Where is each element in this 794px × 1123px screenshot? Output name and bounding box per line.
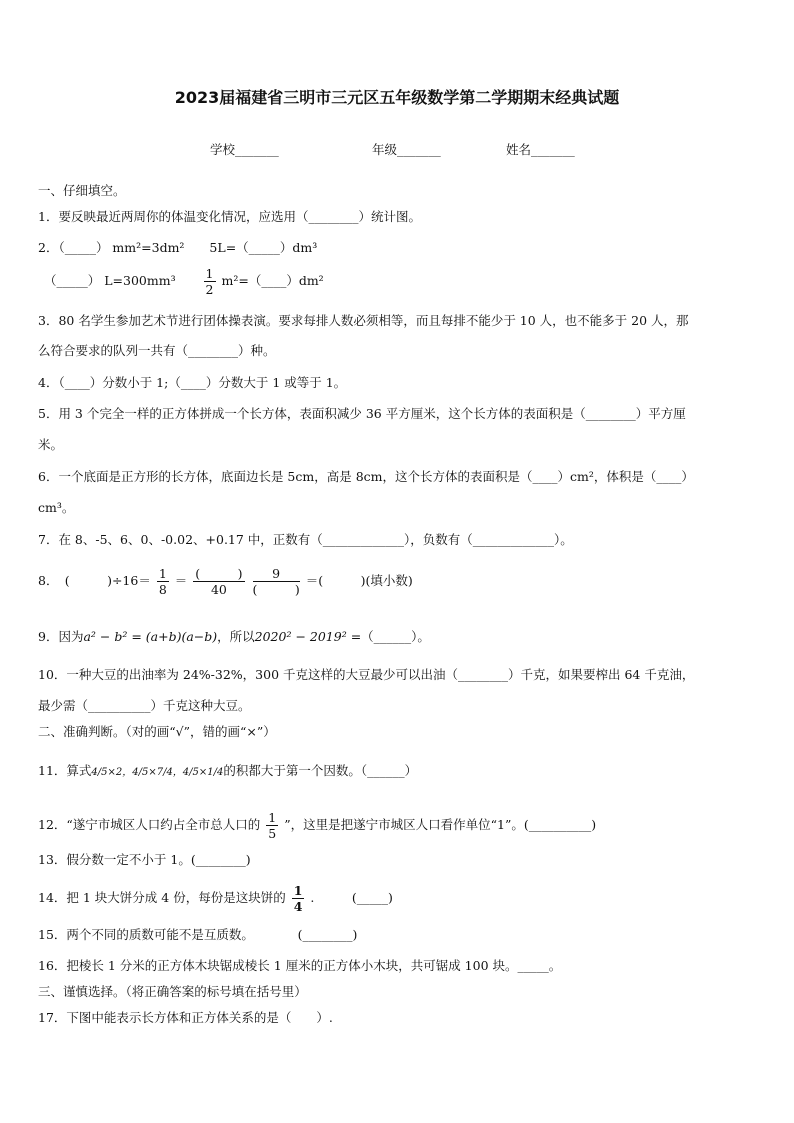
fraction-one-quarter: $\frac{1}{4}$ (293, 883, 303, 914)
question-2-line-1: 2．（_____） mm²=3dm² 5L=（_____）dm³ (38, 240, 318, 255)
q8-equals: ＝ (174, 573, 188, 588)
question-2-line-2 (44, 266, 324, 297)
question-3-line-2: 么符合要求的队列一共有（________）种。 (38, 343, 276, 358)
q11-suffix: 的积都大于第一个因数。（______） (223, 763, 418, 778)
question-1: 1．要反映最近两周你的体温变化情况，应选用（________）统计图。 (38, 209, 421, 224)
question-9 (38, 629, 430, 645)
question-10-line-1: 10．一种大豆的出油率为 24%-32%，300 千克这样的大豆最少可以出油（________）千克，如果要榨出 64 千克油， (38, 667, 695, 682)
question-14 (38, 883, 393, 914)
question-10-line-2: 最少需（__________）千克这种大豆。 (38, 698, 251, 713)
q12-prefix: 12．“遂宁市城区人口约占全市总人口的 (38, 817, 261, 832)
grade-field[interactable]: 年级_______ (372, 142, 441, 157)
q9-prefix: 9．因为 (38, 629, 84, 644)
section-heading-3: 三、谨慎选择。（将正确答案的标号填在括号里） (38, 984, 307, 999)
question-7: 7．在 8、-5、6、0、-0.02、+0.17 中，正数有（_____________），负数有（_____________）。 (38, 532, 573, 547)
question-5-line-1: 5．用 3 个完全一样的正方体拼成一个长方体，表面积减少 36 平方厘米，这个长方体的表面积是（________）平方厘 (38, 406, 686, 421)
question-16: 16．把棱长 1 分米的正方体木块锯成棱长 1 厘米的正方体小木块，共可锯成 100 块。_____。 (38, 958, 562, 973)
question-12 (38, 810, 596, 841)
school-field[interactable]: 学校_______ (210, 142, 279, 157)
page-title: 2023届福建省三明市三元区五年级数学第二学期期末经典试题 (174, 88, 620, 107)
q9-formula-2: 2020² − 2019² = (254, 629, 362, 644)
question-5-line-2: 米。 (38, 437, 64, 452)
question-15: 15．两个不同的质数可能不是互质数。 (________) (38, 927, 358, 942)
question-6-line-2: cm³。 (38, 500, 75, 515)
q9-mid: ，所以 (217, 629, 255, 644)
q8-fraction-3: $\frac{9}{( )}$ (252, 566, 300, 597)
fraction-one-fifth: $\frac{1}{5}$ (268, 810, 277, 841)
question-6-line-1: 6．一个底面是正方形的长方体，底面边长是 5cm，高是 8cm，这个长方体的表面积是（____）cm²，体积是（____） (38, 469, 694, 484)
q8-suffix: ＝( )(填小数) (305, 573, 413, 588)
question-17: 17．下图中能表示长方体和正方体关系的是（ ）. (38, 1010, 333, 1025)
q2-part-b: m²=（____）dm² (221, 273, 324, 288)
question-13: 13．假分数一定不小于 1。(________) (38, 852, 251, 867)
q8-fraction-2: $\frac{( )}{40}$ (195, 566, 243, 597)
section-heading-1: 一、仔细填空。 (38, 183, 126, 198)
fraction-half: $\frac{1}{2}$ (205, 266, 214, 297)
q2-part-a: （_____） L=300mm³ (44, 273, 176, 288)
question-8 (38, 566, 413, 597)
question-11 (38, 763, 417, 781)
q14-prefix: 14．把 1 块大饼分成 4 份，每份是这块饼的 (38, 890, 286, 905)
q8-fraction-1: $\frac{1}{8}$ (158, 566, 167, 597)
question-3-line-1: 3．80 名学生参加艺术节进行团体操表演。要求每排人数必须相等，而且每排不能少于 10 人，也不能多于 20 人，那 (38, 313, 689, 328)
q11-prefix: 11．算式 (38, 763, 92, 778)
q9-formula-1: a² − b² = (a+b)(a−b) (83, 629, 218, 644)
q11-expression: 4/5×2，4/5×7/4，4/5×1/4 (91, 767, 224, 778)
q12-suffix: ”，这里是把遂宁市城区人口看作单位“1”。(__________) (284, 817, 597, 832)
section-heading-2: 二、准确判断。（对的画“√”，错的画“×”） (38, 724, 276, 739)
q8-prefix: 8． ( )÷16＝ (38, 573, 151, 588)
q9-suffix: （______）。 (361, 629, 430, 644)
q14-suffix: . (_____) (310, 890, 393, 905)
name-field[interactable]: 姓名_______ (506, 142, 575, 157)
question-4: 4．（____）分数小于 1;（____）分数大于 1 或等于 1。 (38, 375, 347, 390)
